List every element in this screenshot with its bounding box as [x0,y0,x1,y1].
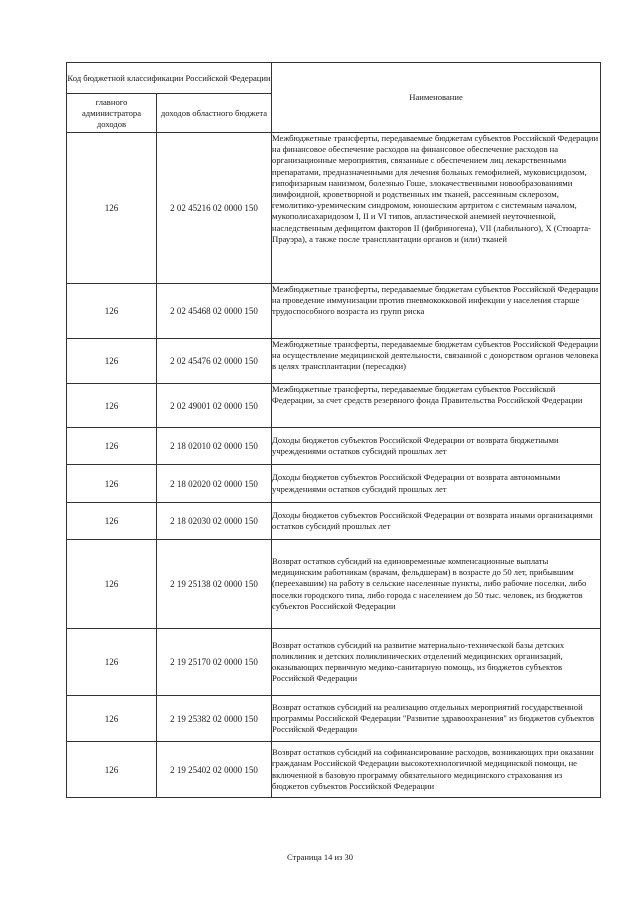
income-code-cell: 2 02 45476 02 0000 150 [157,339,272,384]
income-name-cell: Возврат остатков субсидий на реализацию отдельных мероприятий государственной программы Российской Федерации "Развитие здравоохранения" из бюджетов субъектов Российской Федерации [272,696,601,742]
income-code-cell: 2 18 02020 02 0000 150 [157,465,272,503]
table-row [67,339,601,384]
income-code-cell: 2 02 45216 02 0000 150 [157,133,272,284]
admin-code-cell: 126 [67,339,157,384]
table-row [67,284,601,339]
income-code-cell: 2 18 02030 02 0000 150 [157,503,272,540]
admin-code-cell: 126 [67,284,157,339]
income-code-cell: 2 19 25138 02 0000 150 [157,540,272,629]
budget-classification-table [66,62,601,798]
admin-code-cell: 126 [67,384,157,428]
table-row [67,629,601,696]
income-name-cell: Доходы бюджетов субъектов Российской Федерации от возврата бюджетными учреждениями остатков субсидий прошлых лет [272,428,601,465]
income-name-cell: Доходы бюджетов субъектов Российской Федерации от возврата автономными учреждениями остатков субсидий прошлых лет [272,465,601,503]
table-row [67,465,601,503]
admin-code-cell: 126 [67,629,157,696]
header-chief-admin: главного администратора доходов [67,94,157,133]
admin-code-cell: 126 [67,696,157,742]
income-name-cell: Межбюджетные трансферты, передаваемые бюджетам субъектов Российской Федерации на проведение иммунизации против пневмококковой инфекции у населения старше трудоспособного возраста из групп риска [272,284,601,339]
admin-code-cell: 126 [67,540,157,629]
income-code-cell: 2 02 45468 02 0000 150 [157,284,272,339]
admin-code-cell: 126 [67,428,157,465]
income-code-cell: 2 19 25382 02 0000 150 [157,696,272,742]
income-name-cell: Межбюджетные трансферты, передаваемые бюджетам субъектов Российской Федерации на финансовое обеспечение расходов на финансовое обеспечение расходов на организационные мероприятия, связанные с обеспечением лиц лекарственными препаратами, предназначенными для лечения больных гемофилией, муковисцидозом, гипофизарным нанизмом, болезнью Гоше, злокачественными новообразованиями лимфоидной, кроветворной и родственных им тканей, рассеянным склерозом, гемолитико-уремическим синдромом, юношеским артритом с системным началом, мукополисахаридозом I, II и VI типов, апластической анемией неуточненной, наследственным дефицитом факторов II (фибриногена), VII (лабильного), X (Стюарта-Прауэра), а также после трансплантации органов и (или) тканей [272,133,601,284]
income-code-cell: 2 19 25402 02 0000 150 [157,742,272,798]
income-name-cell: Возврат остатков субсидий на единовременные компенсационные выплаты медицинским работникам (врачам, фельдшерам) в возрасте до 50 лет, прибывшим (переехавшим) на работу в сельские населенные пункты, либо рабочие поселки, либо поселки городского типа, либо города с населением до 50 тыс. человек, из бюджетов субъектов Российской Федерации [272,540,601,629]
income-name-cell: Возврат остатков субсидий на софинансирование расходов, возникающих при оказании гражданам Российской Федерации высокотехнологичной медицинской помощи, не включенной в базовую программу обязательного медицинского страхования из бюджетов субъектов Российской Федерации [272,742,601,798]
income-name-cell: Межбюджетные трансферты, передаваемые бюджетам субъектов Российской Федерации, за счет средств резервного фонда Правительства Российской Федерации [272,384,601,428]
income-code-cell: 2 18 02010 02 0000 150 [157,428,272,465]
header-regional-income: доходов областного бюджета [157,94,272,133]
table-row [67,503,601,540]
income-code-cell: 2 19 25170 02 0000 150 [157,629,272,696]
table-row [67,742,601,798]
admin-code-cell: 126 [67,742,157,798]
admin-code-cell: 126 [67,465,157,503]
page-number: Страница 14 из 30 [286,852,354,862]
income-name-cell: Межбюджетные трансферты, передаваемые бюджетам субъектов Российской Федерации на осуществление медицинской деятельности, связанной с донорством органов человека в целях трансплантации (пересадки) [272,339,601,384]
admin-code-cell: 126 [67,503,157,540]
header-budget-code: Код бюджетной классификации Российской Федерации [67,63,272,94]
table-row [67,540,601,629]
table-row [67,696,601,742]
income-code-cell: 2 02 49001 02 0000 150 [157,384,272,428]
income-name-cell: Возврат остатков субсидий на развитие материально-технической базы детских поликлиник и детских поликлинических отделений медицинских организаций, оказывающих первичную медико-санитарную помощь, из бюджетов субъектов Российской Федерации [272,629,601,696]
admin-code-cell: 126 [67,133,157,284]
table-header-row [67,63,601,94]
table-row [67,384,601,428]
table-row [67,133,601,284]
header-name: Наименование [272,63,601,133]
table-row [67,428,601,465]
income-name-cell: Доходы бюджетов субъектов Российской Федерации от возврата иными организациями остатков субсидий прошлых лет [272,503,601,540]
